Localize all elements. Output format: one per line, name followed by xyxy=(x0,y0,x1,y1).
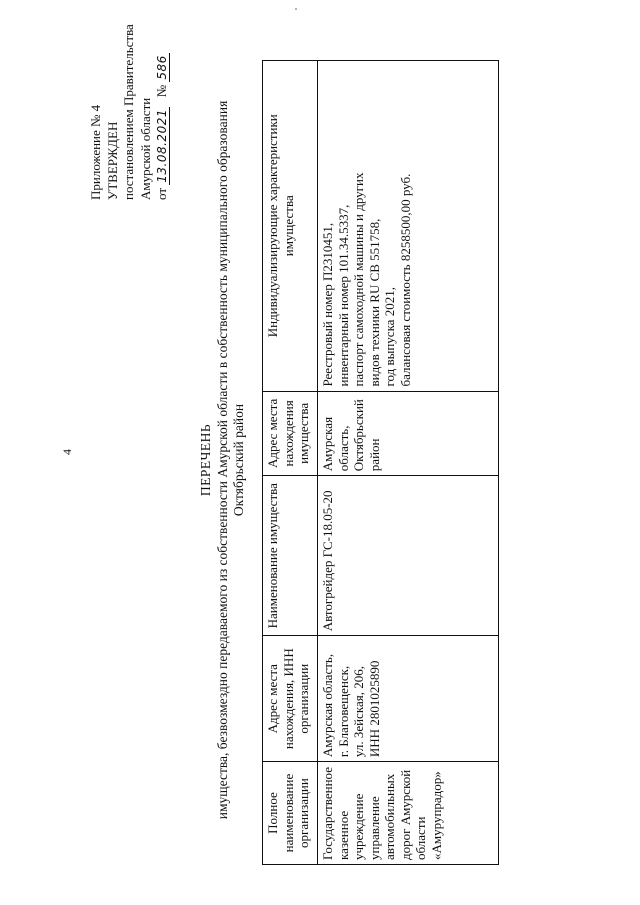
cell-text-line: Амурская область, xyxy=(320,653,335,758)
header-text-line: Индивидуализирующие характеристики xyxy=(265,114,280,338)
cell-text-line: год выпуска 2021, xyxy=(382,287,397,387)
header-text-line: нахождения xyxy=(280,400,296,467)
cell-text-line: район xyxy=(366,438,382,472)
header-org-address xyxy=(263,636,318,762)
appendix-label: Приложение № 4 xyxy=(88,104,103,200)
region-label: Амурской области xyxy=(137,97,153,200)
title-district: Октябрьский район xyxy=(231,403,246,517)
title-main: ПЕРЕЧЕНЬ xyxy=(198,423,213,497)
cell-text-line: ИНН 2801025890 xyxy=(366,660,382,758)
header-property-address xyxy=(263,391,318,476)
table-row xyxy=(318,61,499,865)
cell-text-line: Реестровый номер П2310451, xyxy=(320,222,335,387)
property-table xyxy=(262,60,499,865)
header-org-name xyxy=(263,762,318,865)
cell-text-line: ул. Зейская, 206, xyxy=(351,666,366,758)
page-number: 4 xyxy=(60,449,74,455)
scan-speck xyxy=(295,8,297,10)
document-title xyxy=(198,55,248,865)
property-name-cell xyxy=(318,476,499,636)
property-address-cell xyxy=(318,391,499,476)
header-text-line: Наименование имущества xyxy=(265,483,280,629)
org-name-cell xyxy=(318,762,499,865)
date-number-line xyxy=(154,0,171,200)
header-text-line: организации xyxy=(296,778,311,848)
header-text-line: организации xyxy=(296,663,311,734)
header-property-name xyxy=(263,476,318,636)
cell-text-line: инвентарный номер 101.34.5337, xyxy=(335,204,351,387)
header-text-line: Адрес места xyxy=(265,664,280,734)
org-address-cell xyxy=(318,636,499,762)
header-text-line: Полное xyxy=(265,792,280,834)
header-text-line: наименование xyxy=(280,773,296,853)
cell-text-line: Автогрейдер ГС-18.05-20 xyxy=(320,490,335,632)
cell-text-line: г. Благовещенск, xyxy=(335,665,351,758)
cell-text-line: дорог Амурской xyxy=(397,769,413,860)
cell-text-line: Государственное xyxy=(320,767,335,860)
cell-text-line: паспорт самоходной машины и других xyxy=(351,172,366,387)
cell-text-line: видов техники RU CB 551758, xyxy=(366,218,382,387)
cell-text-line: области xyxy=(413,816,428,860)
cell-text-line: казенное xyxy=(335,810,351,860)
table-header-row xyxy=(263,61,318,865)
cell-text-line: учреждение xyxy=(351,793,366,860)
cell-text-line: автомобильных xyxy=(382,773,397,860)
header-characteristics xyxy=(263,61,318,392)
approval-number: 586 xyxy=(155,55,169,80)
date-prefix: от xyxy=(154,187,169,200)
cell-text-line: управление xyxy=(366,796,382,860)
header-text-line: имущества xyxy=(280,195,296,257)
cell-text-line: Амурская xyxy=(320,416,335,472)
cell-text-line: «Амурупрадор» xyxy=(428,771,444,860)
number-prefix: № xyxy=(154,84,169,98)
resolution-label: постановлением Правительства xyxy=(121,24,136,200)
cell-text-line: область, xyxy=(335,425,351,472)
characteristics-cell xyxy=(318,61,499,392)
title-subtitle: имущества, безвозмездно передаваемого из собственности Амурской области в собственность муниципального образования xyxy=(214,100,230,820)
cell-text-line: Октябрьский xyxy=(351,399,366,472)
approval-block xyxy=(88,0,171,200)
approval-date: 13.08.2021 xyxy=(155,109,169,183)
header-text-line: Адрес места xyxy=(265,398,280,469)
cell-text-line: балансовая стоимость 8258500,00 руб. xyxy=(397,173,413,387)
header-text-line: нахождения, ИНН xyxy=(280,648,296,750)
approved-label: УТВЕРЖДЕН xyxy=(104,121,120,200)
header-text-line: имущества xyxy=(296,402,311,464)
